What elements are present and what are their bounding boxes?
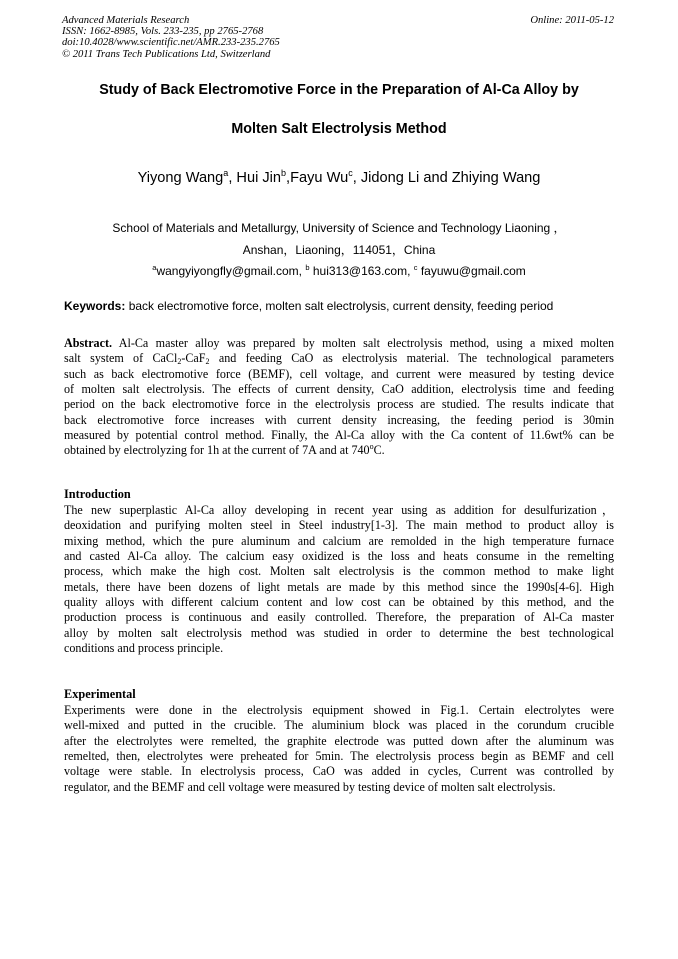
keywords-text: back electromotive force, molten salt electrolysis, current density, feeding period: [125, 299, 554, 313]
email-line: [40, 264, 638, 278]
paragraph-line: well-mixed and putted in the crucible. The aluminium block was placed in the corundum crucible: [64, 718, 614, 733]
email-link[interactable]: wangyiyongfly@gmail.com,: [156, 264, 306, 278]
keywords: [64, 299, 624, 313]
paragraph-line: remelted, then, electrolytes were preheated for 5min. The electrolysis process begin as BEMF and cell: [64, 749, 614, 764]
paragraph-line: voltage were stable. In electrolysis process, CaO was added in cycles, Current was controlled by: [64, 764, 614, 779]
abstract-paragraph: [64, 336, 614, 459]
paragraph-line: regulator, and the BEMF and cell voltage were measured by testing device of molten salt electrolysis.: [64, 779, 556, 794]
author-separator: ,: [352, 170, 361, 186]
abstract-text: C.: [373, 443, 385, 458]
abstract-label: Abstract.: [64, 336, 113, 350]
affiliation-line-1: School of Materials and Metallurgy, University of Science and Technology Liaoning ，: [112, 221, 566, 235]
subscript: 2: [177, 357, 182, 367]
paragraph-line: process, which make the high cost. Molten salt electrolysis is the common method to make light: [64, 564, 614, 579]
email-link[interactable]: hui313@163.com,: [309, 264, 414, 278]
abstract-line: measured by potential control method. Finally, the Al-Ca alloy with the Ca content of 11.6wt% can be: [64, 428, 614, 443]
keywords-label: Keywords:: [64, 299, 126, 313]
author-name: Fayu Wu: [290, 170, 349, 186]
author-name: Yiyong Wang: [137, 170, 224, 186]
paragraph-line: metals, there have been dozens of light metals are made by this method since the 1990s[4-6]. High: [64, 579, 614, 594]
author-list: [40, 170, 638, 186]
abstract-line: back electromotive force increases with current density increasing, the feeding period is 30min: [64, 412, 614, 427]
paragraph-line: conditions and process principle.: [64, 641, 224, 656]
copyright-line: © 2011 Trans Tech Publications Ltd, Switzerland: [62, 48, 271, 60]
abstract-line: such as back electromotive force (BEMF), cell voltage, and current were measured by testing device: [64, 366, 614, 381]
author-name: Jidong Li and Zhiying Wang: [360, 170, 541, 186]
paper-title-line-1: Study of Back Electromotive Force in the Preparation of Al-Ca Alloy by: [99, 82, 579, 98]
experimental-heading: Experimental: [64, 687, 136, 701]
author-separator: ,: [228, 170, 237, 186]
author-superscript: c: [348, 168, 353, 178]
abstract-line: of molten salt electrolysis. The effects of current density, CaO addition, electrolysis time and feeding: [64, 382, 614, 397]
abstract-text: and feeding CaO as electrolysis material. The technological parameters: [209, 351, 614, 366]
subscript: 2: [205, 357, 210, 367]
author-separator: ,: [286, 170, 291, 186]
issn-line: ISSN: 1662-8985, Vols. 233-235, pp 2765-2768: [62, 26, 264, 38]
experimental-paragraph: [64, 703, 614, 795]
abstract-text: salt system of CaCl: [64, 351, 178, 366]
author-name: Hui Jin: [236, 170, 282, 186]
paper-title-line-2: Molten Salt Electrolysis Method: [231, 121, 447, 137]
author-superscript: a: [223, 168, 229, 178]
online-date: Online: 2011-05-12: [530, 15, 614, 26]
affiliation-line-2: Anshan，Liaoning，114051，China: [242, 243, 436, 257]
superscript: o: [369, 442, 374, 452]
paragraph-line: production process is continuous and easily controlled. Therefore, the preparation of Al-Ca master: [64, 610, 614, 625]
paragraph-line: alloy by molten salt electrolysis method was studied in order to determine the best technological: [64, 625, 614, 640]
journal-name: Advanced Materials Research: [62, 15, 190, 26]
author-superscript: b: [281, 168, 287, 178]
email-superscript: b: [305, 263, 310, 272]
journal-header: [62, 15, 614, 60]
abstract-text: obtained by electrolyzing for 1h at the current of 7A and at 740: [64, 443, 370, 458]
paragraph-line: Experiments were done in the electrolysis equipment showed in Fig.1. Certain electrolytes were: [64, 703, 614, 717]
abstract-line: period on the back electromotive force in the electrolysis process are studied. The results indicate that: [64, 397, 614, 412]
paragraph-line: mixing method, which the pure aluminum and calcium are remolded in the high temperature furnace: [64, 533, 614, 548]
abstract-text: -CaF: [181, 351, 206, 366]
paragraph-line: The new superplastic Al-Ca alloy developing in recent year using as addition for desulfurization，: [64, 503, 614, 517]
introduction-paragraph: [64, 503, 614, 656]
email-superscript: c: [413, 263, 418, 272]
paragraph-line: deoxidation and purifying molten steel in Steel industry[1-3]. The main method to product alloy is: [64, 518, 614, 533]
email-link[interactable]: fayuwu@gmail.com: [417, 264, 526, 278]
doi-line: doi:10.4028/www.scientific.net/AMR.233-235.2765: [62, 37, 280, 49]
paragraph-line: quality alloys with different calcium content and low cost can be obtained by this method, and the: [64, 595, 614, 610]
abstract-line: Al-Ca master alloy was prepared by molten salt electrolysis method, using a mixed molten: [112, 336, 614, 350]
paragraph-line: after the electrolytes were remelted, the graphite electrode was putted down after the aluminum was: [64, 733, 614, 748]
email-superscript: a: [152, 263, 157, 272]
introduction-heading: Introduction: [64, 487, 131, 501]
paragraph-line: and casted Al-Ca alloy. The calcium easy oxidized is the loss and heats consume in the remelting: [64, 549, 614, 564]
